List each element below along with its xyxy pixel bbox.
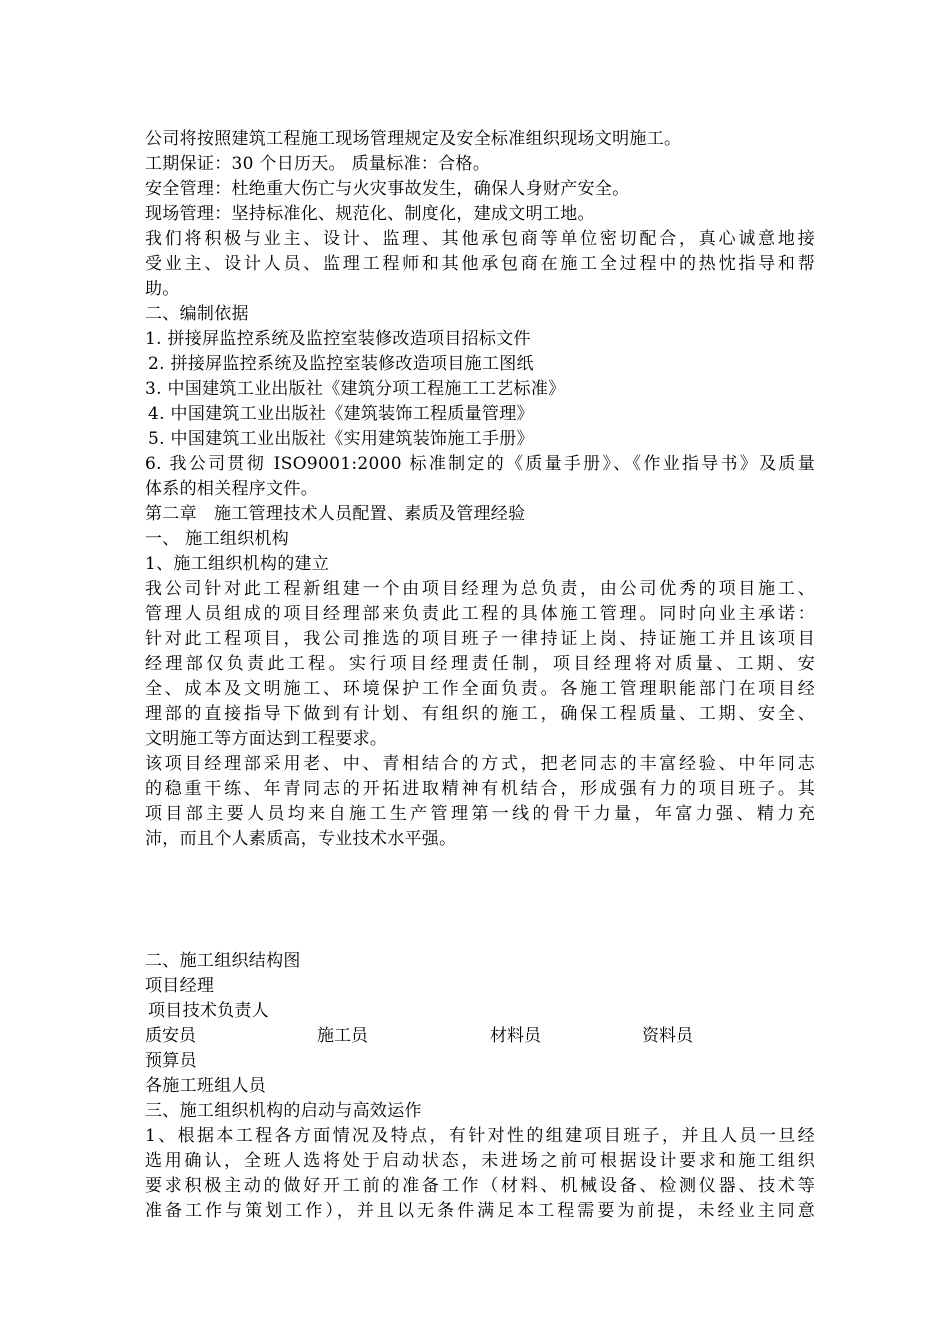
org-chart-node: 各施工班组人员: [145, 1076, 267, 1096]
list-item: 6. 我公司贯彻 ISO9001:2000 标准制定的《质量手册》、《作业指导书》及质量: [145, 454, 815, 474]
list-item: 1. 拼接屏监控系统及监控室装修改造项目招标文件: [145, 329, 531, 349]
text-line: 安全管理：杜绝重大伤亡与火灾事故发生，确保人身财产安全。: [145, 179, 630, 199]
org-chart-node: 项目经理: [145, 976, 215, 996]
list-item: 2. 拼接屏监控系统及监控室装修改造项目施工图纸: [148, 354, 534, 374]
chapter-heading: 第二章 施工管理技术人员配置、素质及管理经验: [145, 504, 526, 524]
text-line: 理部的直接指导下做到有计划、有组织的施工，确保工程质量、工期、安全、: [145, 704, 815, 724]
section-heading: 一、 施工组织机构: [145, 529, 290, 549]
text-line: 文明施工等方面达到工程要求。: [145, 729, 388, 749]
text-line: 全、成本及文明施工、环境保护工作全面负责。各施工管理职能部门在项目经: [145, 679, 815, 699]
list-item: 5. 中国建筑工业出版社《实用建筑装饰施工手册》: [148, 429, 534, 449]
text-line: 针对此工程项目，我公司推选的项目班子一律持证上岗、持证施工并且该项目: [145, 629, 815, 649]
text-line: 准备工作与策划工作），并且以无条件满足本工程需要为前提，未经业主同意: [145, 1201, 815, 1221]
org-chart-node: 项目技术负责人: [148, 1001, 270, 1021]
text-line: 选用确认，全班人选将处于启动状态，未进场之前可根据设计要求和施工组织: [145, 1151, 815, 1171]
org-chart-role: 质安员: [145, 1026, 196, 1046]
text-line: 管理人员组成的项目经理部来负责此工程的具体施工管理。同时向业主承诺：: [145, 604, 815, 624]
text-line: 公司将按照建筑工程施工现场管理规定及安全标准组织现场文明施工。: [145, 129, 682, 149]
section-heading: 二、施工组织结构图: [145, 951, 301, 971]
section-heading: 三、施工组织机构的启动与高效运作: [145, 1101, 422, 1121]
text-line: 该项目经理部采用老、中、青相结合的方式，把老同志的丰富经验、中年同志: [145, 754, 815, 774]
text-line: 项目部主要人员均来自施工生产管理第一线的骨干力量，年富力强、精力充: [145, 804, 815, 824]
list-item: 3. 中国建筑工业出版社《建筑分项工程施工工艺标准》: [145, 379, 566, 399]
text-line: 受业主、设计人员、监理工程师和其他承包商在施工全过程中的热忱指导和帮: [145, 254, 815, 274]
text-line: 助。: [145, 279, 180, 299]
section-heading: 二、编制依据: [145, 304, 249, 324]
text-line: 要求积极主动的做好开工前的准备工作（材料、机械设备、检测仪器、技术等: [145, 1176, 815, 1196]
text-line: 我们将积极与业主、设计、监理、其他承包商等单位密切配合，真心诚意地接: [145, 229, 815, 249]
list-item: 4. 中国建筑工业出版社《建筑装饰工程质量管理》: [148, 404, 534, 424]
text-line: 经理部仅负责此工程。实行项目经理责任制，项目经理将对质量、工期、安: [145, 654, 815, 674]
org-chart-role: 材料员: [490, 1026, 541, 1046]
text-line: 体系的相关程序文件。: [145, 479, 318, 499]
subsection-heading: 1、施工组织机构的建立: [145, 554, 330, 574]
org-chart-role: 资料员: [642, 1026, 693, 1046]
org-chart-role: 施工员: [317, 1026, 368, 1046]
text-line: 沛，而且个人素质高，专业技术水平强。: [145, 829, 457, 849]
text-line: 现场管理：坚持标准化、规范化、制度化，建成文明工地。: [145, 204, 595, 224]
text-line: 工期保证：30 个日历天。 质量标准：合格。: [145, 154, 491, 174]
text-line: 的稳重干练、年青同志的开拓进取精神有机结合，形成强有力的项目班子。其: [145, 779, 815, 799]
text-line: 我公司针对此工程新组建一个由项目经理为总负责，由公司优秀的项目施工、: [145, 579, 815, 599]
text-line: 1、根据本工程各方面情况及特点，有针对性的组建项目班子，并且人员一旦经: [145, 1126, 815, 1146]
org-chart-node: 预算员: [145, 1051, 197, 1071]
